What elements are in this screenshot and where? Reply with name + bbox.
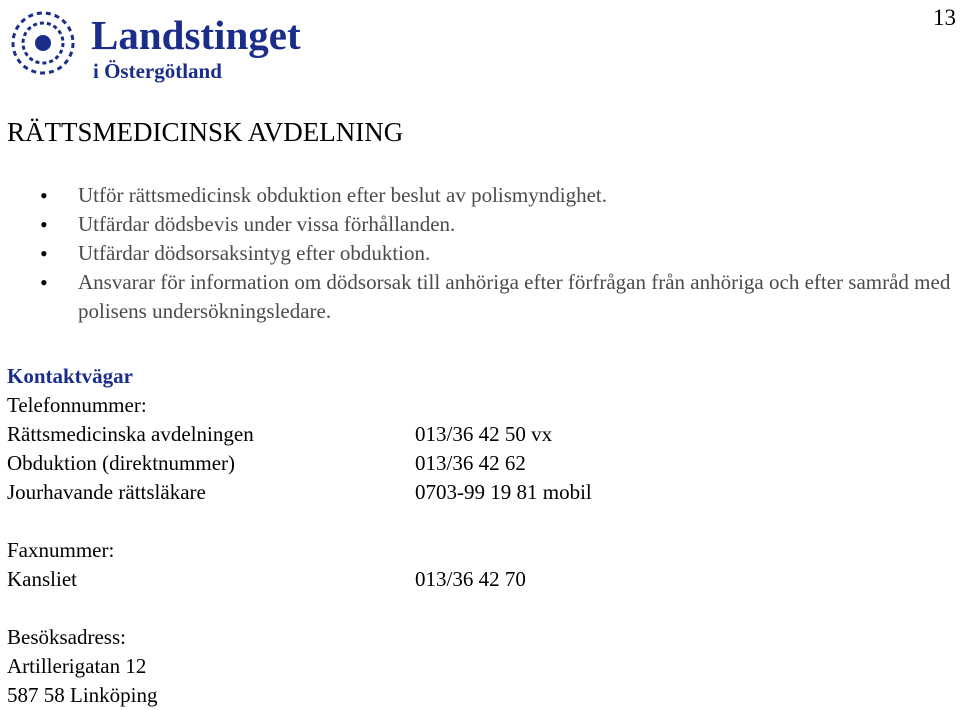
bullet-icon: • [40,212,48,237]
list-item: • Utfärdar dödsorsaksintyg efter obduktion. [40,241,431,266]
address-street: Artillerigatan 12 [7,654,147,678]
phone-label: Jourhavande rättsläkare [7,480,206,504]
logo-subtitle: i Östergötland [93,59,222,83]
fax-label: Kansliet [7,567,77,591]
phone-number: 013/36 42 62 [415,451,526,475]
landstinget-logo [7,9,337,83]
fax-number: 013/36 42 70 [415,567,526,591]
logo-emblem-icon [13,13,73,73]
logo-graphic [7,9,337,83]
address-heading: Besöksadress: [7,625,126,649]
phone-number: 0703-99 19 81 mobil [415,480,592,504]
page-title: RÄTTSMEDICINSK AVDELNING [7,117,404,147]
bullet-icon: • [40,241,48,266]
page-number: 13 [933,5,956,30]
list-item: • Utför rättsmedicinsk obduktion efter beslut av polismyndighet. [40,183,607,208]
phone-label: Rättsmedicinska avdelningen [7,422,254,446]
address-city: 587 58 Linköping [7,683,158,707]
responsibility-list [40,181,960,326]
list-item: • Ansvarar för information om dödsorsak till anhöriga efter förfrågan från anhöriga och efter samråd med polisens undersökningsledare. [40,270,951,323]
list-item: • Utfärdar dödsbevis under vissa förhållanden. [40,212,456,237]
phone-heading: Telefonnummer: [7,393,147,417]
phone-number: 013/36 42 50 vx [415,422,553,446]
logo-title: Landstinget [91,12,301,58]
phone-label: Obduktion (direktnummer) [7,451,236,475]
bullet-icon: • [40,183,48,208]
fax-heading: Faxnummer: [7,538,115,562]
contact-title: Kontaktvägar [7,364,133,388]
bullet-icon: • [40,270,48,295]
